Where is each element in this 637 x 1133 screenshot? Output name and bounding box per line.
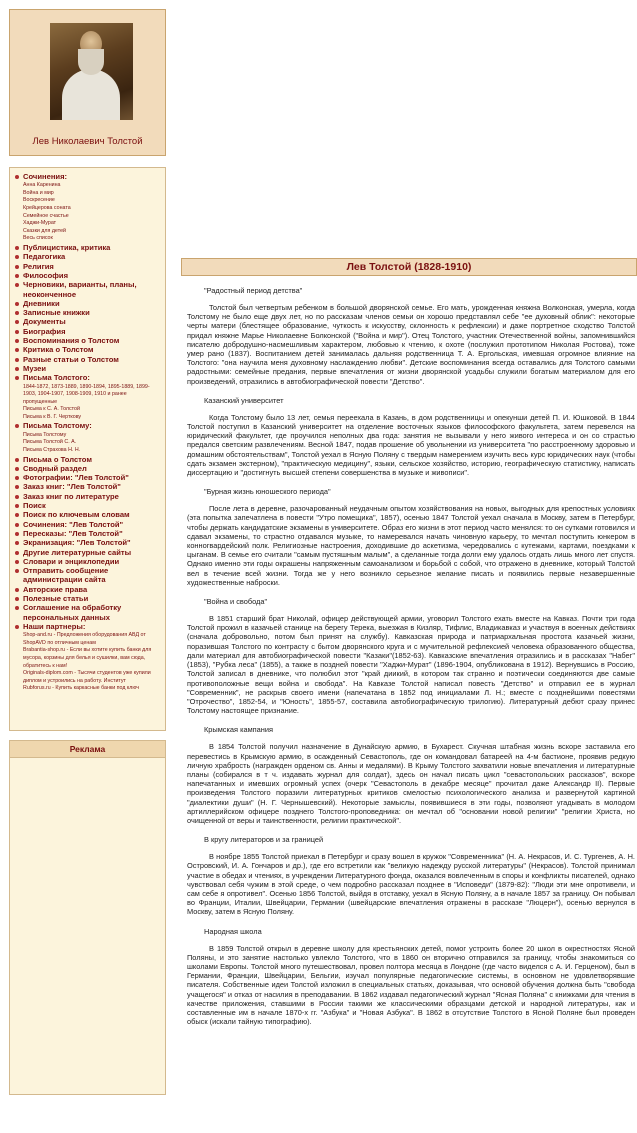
submenu-item bbox=[23, 234, 162, 242]
menu-item bbox=[13, 492, 162, 501]
menu-link[interactable]: Заказ книг по литературе bbox=[23, 491, 119, 501]
author-portrait-image[interactable] bbox=[50, 23, 133, 120]
submenu-link[interactable]: Письма к В. Г. Черткову bbox=[23, 413, 82, 420]
menu-item bbox=[13, 603, 162, 622]
submenu-link[interactable]: Сказки для детей bbox=[23, 227, 66, 234]
submenu-link[interactable]: Письма Толстой С. А. bbox=[23, 439, 77, 446]
ad-box bbox=[9, 740, 166, 1095]
section-paragraph: После лета в деревне, разочарованный неудачным опытом хозяйствования на новых, выгодных для крепостных условиях (эта попытка запечатлена в повести "Утро помещика", 1857), осенью 1847 Толстой уехал сначала в Москву, затем в Петербург, чтобы держать кандидатские экзамены в университете. Образ его жизни в этот период часто менялся: то он сутками готовился и сдавал экзамены, то страстно отдавался музыке, то намеревался начать чиновную карьеру, то мечтал поступить юнкером в конногвардейский полк. Религиозные настроения, доходившие до аскетизма, чередовались с кутежами, картами, поездками к цыганам. В семье его считали "самым пустяшным малым", а сделанные тогда долги ему удалось отдать лишь много лет спустя. Однако именно эти годы окрашены напряженным самоанализом и борьбой с собой, что отражено в дневнике, который Толстой вел в течение всей жизни. Тогда же у него возникло серьезное желание писать и появились первые незавершенные художественные наброски. bbox=[187, 504, 635, 587]
menu-item bbox=[13, 510, 162, 519]
menu-item bbox=[13, 317, 162, 326]
menu-link[interactable]: Другие литературные сайты bbox=[23, 547, 132, 557]
article bbox=[181, 286, 637, 1026]
section-heading: "Война и свобода" bbox=[204, 597, 268, 607]
section-paragraph: В ноябре 1855 Толстой приехал в Петербург и сразу вошел в кружок "Современника" (Н. А. Некрасов, И. С. Тургенев, А. Н. Островский, И. А. Гончаров и др.), где его встретили как "великую надежду русской литературы" (Некрасов). Толстой принимал участие в обедах и чтениях, в учреждении Литературного фонда, оказался вовлеченным в споры и конфликты писателей, однако чувствовал себя чужим в этой среде, о чем подробно рассказал позднее в "Исповеди" (1879-82): "Люди эти мне опротивели, и сам себе я опротивел". Осенью 1856 Толстой, выйдя в отставку, уехал в Ясную Поляну, а в начале 1857 за границу. Он побывал во Франции, Италии, Швейцарии, Германии (швейцарские впечатления отражены в рассказе "Люцерн"), осенью вернулся в Москву, затем в Ясную Поляну. bbox=[187, 852, 636, 917]
menu-item bbox=[13, 262, 162, 271]
menu-item bbox=[13, 594, 162, 603]
menu-item bbox=[13, 172, 162, 243]
submenu-link[interactable]: Хаджи-Мурат bbox=[23, 220, 57, 227]
submenu-item bbox=[23, 669, 162, 684]
section-paragraph: В 1859 Толстой открыл в деревне школу для крестьянских детей, помог устроить более 20 школ в окрестностях Ясной Поляны, и это занятие настолько увлекло Толстого, что в 1860 он вторично отправился за границу, чтобы знакомиться со школами Европы. Толстой много путешествовал, провел полтора месяца в Лондоне (где часто виделся с А. И. Герценом), был в Германии, Франции, Швейцарии, Бельгии, изучал популярные педагогические системы, в основном не удовлетворявшие писателя. Собственные идеи Толстой изложил в специальных статьях, доказывая, что основой обучения должна быть "свобода учащегося" и отказ от насилия в преподавании. В 1862 издавал педагогический журнал "Ясная Поляна" с книжками для чтения в качестве приложения, ставшими в России такими же классическими образцами детской и народной литературы, как и составленные им в начале 1870-х гг. "Азбука" и "Новая Азбука". В 1862 в отсутствие Толстого в Ясной Поляне был проведен обыск (искали тайную типографию). bbox=[187, 943, 635, 1027]
menu-link[interactable]: Биография bbox=[23, 326, 66, 336]
menu-link[interactable]: Критика о Толстом bbox=[23, 345, 94, 355]
menu-item bbox=[13, 548, 162, 557]
submenu-link[interactable]: Весь список bbox=[23, 235, 53, 242]
submenu bbox=[23, 383, 162, 422]
menu-item bbox=[13, 566, 162, 585]
menu-link[interactable]: Поиск по ключевым словам bbox=[23, 510, 130, 520]
submenu-link[interactable]: Brabantia-shop.ru - Если вы хотите купить банки для мусора, корзины для белья и сушилки, вам сюда, обратитесь к нам! bbox=[23, 647, 152, 669]
submenu-item bbox=[23, 219, 162, 227]
menu-link[interactable]: Полезные статьи bbox=[23, 594, 89, 603]
submenu-item bbox=[23, 446, 162, 454]
menu-link[interactable]: Словари и энциклопедии bbox=[23, 556, 120, 566]
menu-link[interactable]: Наши партнеры: bbox=[23, 621, 86, 631]
menu-link[interactable]: Письма Толстому: bbox=[23, 421, 92, 431]
menu-link[interactable]: Разные статьи о Толстом bbox=[23, 354, 119, 364]
submenu-item bbox=[23, 181, 162, 189]
menu-link[interactable]: Экранизация: "Лев Толстой" bbox=[23, 538, 131, 548]
submenu-item bbox=[23, 204, 162, 212]
section-paragraph: В 1851 старший брат Николай, офицер действующей армии, уговорил Толстого ехать вместе на Кавказ. Почти три года Толстой прожил в казачьей станице на берегу Терека, выезжая в Кизляр, Тифлис, Владикавказ и участвуя в военных действиях (сначала добровольно, потом был принят на службу). Кавказская природа и патриархальная простота казачьей жизни, поразившая Толстого по контрасту с бытом дворянского круга и с мучительной рефлексией человека образованного общества, дали материал для автобиографической повести "Казаки"(1852-63). Кавказские впечатления отразились и в рассказах "Набег" (1853), "Рубка леса" (1855), а также в поздней повести "Хаджи-Мурат" (1896-1904, опубликована в 1912). Вернувшись в Россию, Толстой записал в дневнике, что полюбил этот "край диикий, в котором так странно и поэтически соединяются две самые противоположные вещи война и свобода". На Кавказе Толстой написал повесть "Детство" и отправил ее в журнал "Современник", не раскрыв своего имени (напечатана в 1852 под инициалами Л. Н.; вместе с позднейшими повестями "Отрочество", 1852-54, и "Юность", 1855-57, составила автобиографическую трилогию). Литературный дебют сразу принес Толстому настоящее признание. bbox=[187, 614, 635, 716]
menu-item bbox=[13, 622, 162, 693]
submenu-item bbox=[23, 646, 162, 669]
section-heading: В кругу литераторов и за границей bbox=[204, 835, 324, 845]
menu-item bbox=[13, 271, 162, 280]
ad-title: Реклама bbox=[10, 741, 165, 758]
submenu-link[interactable]: 1844-1872, 1873-1889, 1890-1894, 1895-1889, 1899-1903, 1904-1907, 1908-1909, 1910 и ранее пропущенные bbox=[23, 383, 150, 405]
menu-item bbox=[13, 482, 162, 491]
menu-item bbox=[13, 280, 162, 299]
main-content bbox=[181, 258, 637, 1026]
submenu-item bbox=[23, 383, 162, 406]
menu-item bbox=[13, 308, 162, 317]
menu-link[interactable]: Пересказы: "Лев Толстой" bbox=[23, 528, 123, 538]
section-heading: "Бурная жизнь юношеского периода" bbox=[204, 487, 331, 497]
menu-item bbox=[13, 585, 162, 594]
section-heading: Народная школа bbox=[204, 926, 262, 936]
menu-item bbox=[13, 336, 162, 345]
menu-link[interactable]: Фотографии: "Лев Толстой" bbox=[23, 473, 129, 483]
submenu-link[interactable]: Семейное счастье bbox=[23, 212, 69, 219]
submenu-item bbox=[23, 684, 162, 692]
submenu-link[interactable]: Письма к С. А. Толстой bbox=[23, 406, 80, 413]
menu-link[interactable]: Воспоминания о Толстом bbox=[23, 336, 120, 346]
submenu-link[interactable]: Крейцерова соната bbox=[23, 205, 71, 212]
menu-link[interactable]: Поиск bbox=[23, 501, 46, 511]
submenu-link[interactable]: Rubforus.ru - Купить каркасные банки под ключ bbox=[23, 685, 139, 692]
submenu-item bbox=[23, 227, 162, 235]
menu-link[interactable]: Сводный раздел bbox=[23, 463, 87, 473]
page-title: Лев Толстой (1828-1910) bbox=[181, 258, 637, 276]
navigation-menu bbox=[9, 167, 166, 731]
section-heading: Крымская кампания bbox=[204, 725, 273, 735]
submenu bbox=[23, 431, 162, 455]
menu-link[interactable]: Отправить сообщение администрации сайта bbox=[23, 566, 109, 585]
section-paragraph: Толстой был четвертым ребенком в большой дворянской семье. Его мать, урожденная княжна Волконская, умерла, когда Толстому не было еще двух лет, но по рассказам членов семьи он хорошо представлял себе "ее духовный облик": некоторые черты матери (блестящее образование, чуткость к искусству, склонность к рефлексии) и даже портретное сходство Толстой придал княжне Марье Николаевне Болконской ("Война и мир"). Отец Толстого, участник Отечественной войны, запомнившийся писателю добродушно-насмешливым характером, любовью к чтению, к охоте (послужил прототипом Николая Ростова), тоже умер рано (1837). Воспитанием детей занималась дальняя родственница Т. А. Ергольская, имевшая огромное влияние на Толстого: "она научила меня духовному наслаждению любви". Детские воспоминания всегда оставались для Толстого самыми радостными: семейные предания, первые впечатления от жизни дворянской усадьбы служили богатым материалом для его произведений, отразились в автобиографической повести "Детство". bbox=[187, 303, 635, 386]
submenu-link[interactable]: Письма Страхова Н. Н. bbox=[23, 446, 81, 453]
submenu-link[interactable]: Originals-diplom.com - Тысячи студентов уже купили диплом и устроились на работу. Институт bbox=[23, 670, 151, 684]
menu-link[interactable]: Соглашение на обработку персональных данных bbox=[23, 603, 122, 622]
menu-link[interactable]: Философия bbox=[23, 270, 69, 280]
menu-item bbox=[13, 529, 162, 538]
author-portrait-box bbox=[9, 9, 166, 156]
menu-link[interactable]: Религия bbox=[23, 261, 54, 271]
menu-item bbox=[13, 345, 162, 354]
menu-link[interactable]: Заказ книг: "Лев Толстой" bbox=[23, 482, 121, 492]
submenu bbox=[23, 181, 162, 243]
section-heading: "Радостный период детства" bbox=[204, 286, 303, 295]
menu-item bbox=[13, 355, 162, 364]
menu-item bbox=[13, 299, 162, 308]
menu-item bbox=[13, 501, 162, 510]
menu-link[interactable]: Авторские права bbox=[23, 584, 88, 594]
submenu bbox=[23, 631, 162, 693]
submenu-item bbox=[23, 431, 162, 439]
menu-item bbox=[13, 327, 162, 336]
sidebar bbox=[9, 9, 166, 1095]
menu-link[interactable]: Письма Толстого: bbox=[23, 373, 90, 383]
menu-link[interactable]: Документы bbox=[23, 317, 66, 327]
submenu-link[interactable]: Письма Толстому bbox=[23, 431, 67, 438]
menu-link[interactable]: Сочинения: bbox=[23, 172, 68, 181]
menu-link[interactable]: Публицистика, критика bbox=[23, 243, 111, 253]
submenu-item bbox=[23, 631, 162, 646]
menu-link[interactable]: Письма о Толстом bbox=[23, 454, 92, 464]
submenu-item bbox=[23, 438, 162, 446]
menu-item bbox=[13, 473, 162, 482]
menu-item bbox=[13, 252, 162, 261]
menu-item bbox=[13, 557, 162, 566]
submenu-link[interactable]: Война и мир bbox=[23, 189, 54, 196]
submenu-item bbox=[23, 196, 162, 204]
submenu-item bbox=[23, 212, 162, 220]
menu-link[interactable]: Записные книжки bbox=[23, 308, 90, 318]
submenu-item bbox=[23, 413, 162, 421]
menu-item bbox=[13, 243, 162, 252]
submenu-link[interactable]: Анна Каренина bbox=[23, 182, 61, 189]
submenu-item bbox=[23, 405, 162, 413]
submenu-link[interactable]: Shop-and.ru - Предложения оборудования АВД от ShopAVD по отличным ценам bbox=[23, 632, 146, 646]
menu-link[interactable]: Музеи bbox=[23, 363, 47, 373]
menu-item bbox=[13, 455, 162, 464]
menu-item bbox=[13, 421, 162, 454]
menu-item bbox=[13, 373, 162, 421]
section-paragraph: В 1854 Толстой получил назначение в Дунайскую армию, в Бухарест. Скучная штабная жизнь вскоре заставила его перевестись в Крымскую армию, в осажденный Севастополь, где он командовал батареей на 4-м бастионе, проявив редкую личную храбрость (награжден орденом св. Анны и медалями). В Крыму Толстого захватили новые впечатления и литературные планы (собирался в т ч. издавать журнал для солдат), здесь он начал писать цикл "севастопольских рассказов", вскоре напечатанных и имевших огромный успех (очерк "Севастополь в декабре месяце" прочитал даже Александр II). Первые произведения Толстого поразили литературных критиков смелостью психологического анализа и развернутой картиной "диалектики души" (Н. Г. Чернышевский). Некоторые замыслы, появившиеся в эти годы, позволяют угадывать в молодом артиллерийском офицере позднего Толстого-проповедника: он мечтал об "основании новой религии" "религии Христа, но очищенной от веры и таинственности, религии практической". bbox=[187, 742, 635, 825]
submenu-link[interactable]: Воскресение bbox=[23, 197, 55, 204]
menu-item bbox=[13, 520, 162, 529]
author-name[interactable]: Лев Николаевич Толстой bbox=[32, 136, 143, 147]
menu-link[interactable]: Черновики, варианты, планы, неоконченное bbox=[23, 280, 137, 299]
section-heading: Казанский университет bbox=[204, 395, 284, 405]
menu-link[interactable]: Дневники bbox=[23, 298, 60, 308]
submenu-item bbox=[23, 189, 162, 197]
menu-item bbox=[13, 538, 162, 547]
menu-link[interactable]: Сочинения: "Лев Толстой" bbox=[23, 519, 124, 529]
section-paragraph: Когда Толстому было 13 лет, семья переехала в Казань, в дом родственницы и опекунши детей П. И. Юшковой. В 1844 Толстой поступил в Казанский университет на отделение восточных языков философского факультета, затем перевелся на юридический факультет, где проучился неполных два года: занятия не вызывали у него живого интереса и он со страстью предался светским развлечениям. Весной 1847, подав прошение об увольнении из университета "по расстроенному здоровью и домашним обстоятельствам", Толстой уехал в Ясную Поляну с твердым намерением изучить весь курс юридических наук (чтобы сдать экзамен экстерном), "практическую медицину", языки, сельское хозяйство, историю, географическую статистику, написать диссертацию и "достигнуть высшей степени совершенства в музыке и живописи". bbox=[187, 412, 635, 478]
menu-item bbox=[13, 364, 162, 373]
menu-link[interactable]: Педагогика bbox=[23, 252, 66, 262]
menu-item bbox=[13, 464, 162, 473]
